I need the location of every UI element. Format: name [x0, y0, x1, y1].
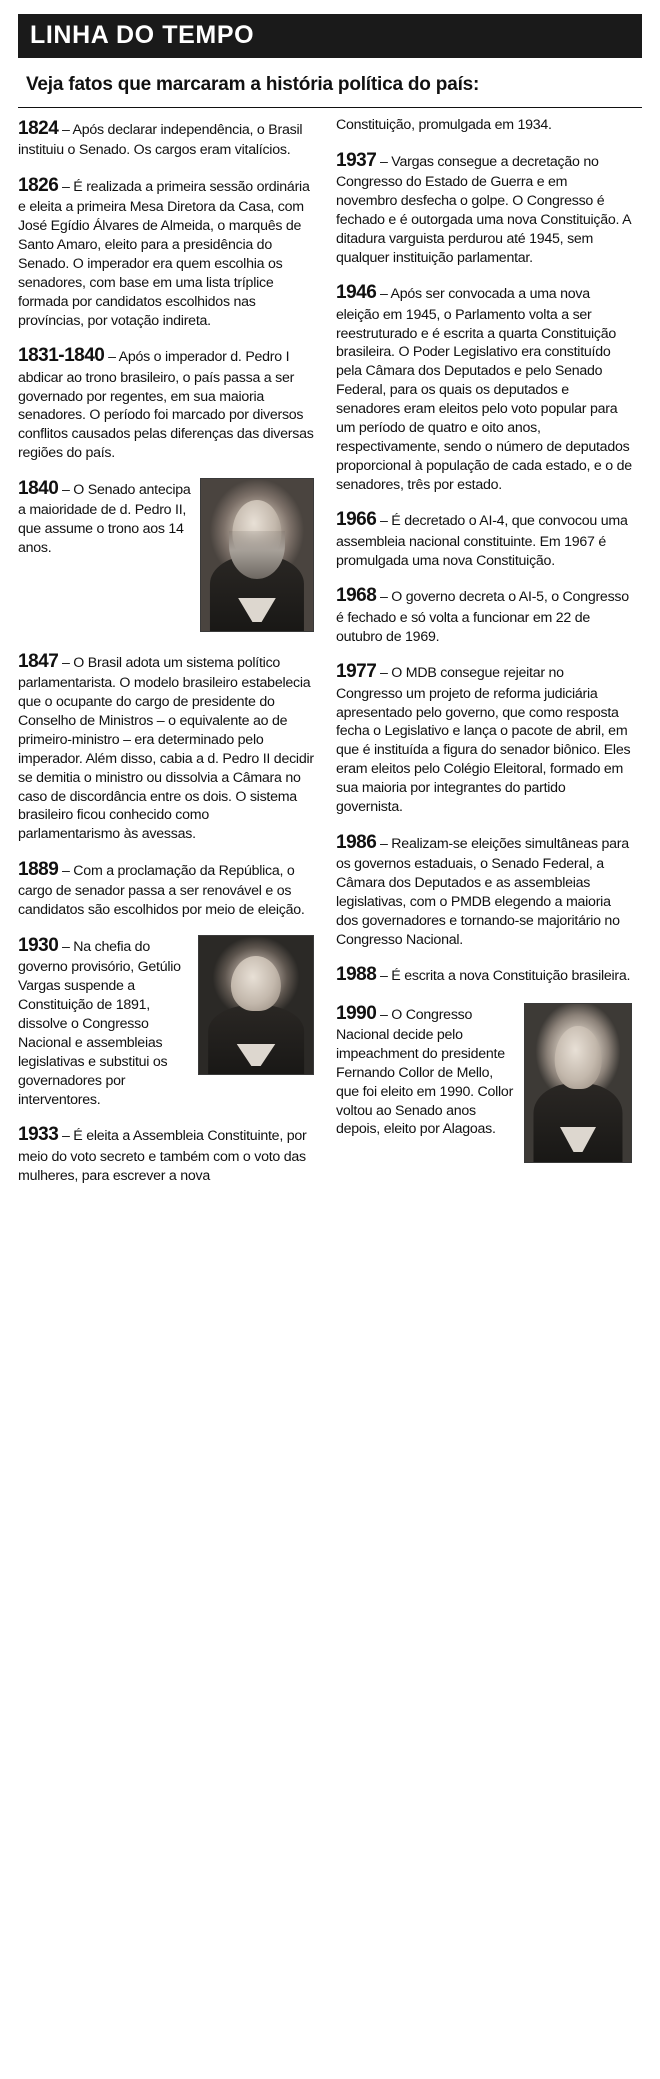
entry-year: 1847	[18, 651, 59, 673]
timeline-entry	[336, 583, 632, 646]
entry-text: – É decretado o AI-4, que convocou uma assembleia nacional constituinte. Em 1967 é promulgada uma nova Constituição.	[336, 513, 628, 569]
continued-paragraph: Constituição, promulgada em 1934.	[336, 116, 552, 133]
entry-text: – É eleita a Assembleia Constituinte, por meio do voto secreto e também com o voto das mulheres, para escrever a nova	[18, 1128, 307, 1184]
timeline-entry	[336, 1001, 632, 1167]
entry-text: – O Brasil adota um sistema político parlamentarista. O modelo brasileiro estabelecia que o ocupante do cargo de presidente do Conselho de Ministros – o equivalente ao de primeiro-ministro – era determinado pelo imperador. Além disso, cabia a d. Pedro II decidir se demitia o ministro ou dissolvia a Câmara no caso de discordância entre os dois. O sistema brasileiro ficou conhecido como parlamentarismo às avessas.	[18, 655, 314, 843]
entry-text: – O Senado antecipa a maioridade de d. Pedro II, que assume o trono aos 14 anos.	[18, 482, 191, 557]
entry-year: 1946	[336, 282, 377, 304]
entry-year: 1937	[336, 149, 377, 171]
entry-text: – Após ser convocada a uma nova eleição em 1945, o Parlamento volta a ser reestruturado e é escrita a quarta Constituição brasileira. O Poder Legislativo era constituído pela Câmara dos Deputados e pelo Senado Federal, para os quais os deputados e senadores eram eleitos pelo voto popular para um período de quatro e oito anos, respectivamente, sendo o número de deputados proporcional à população de cada estado, e o de senadores, três por estado.	[336, 286, 632, 493]
timeline-entry	[336, 830, 632, 950]
page-subtitle: Veja fatos que marcaram a história política do país:	[26, 74, 480, 95]
timeline-column-right	[336, 116, 632, 1180]
entry-text: – Após o imperador d. Pedro I abdicar ao trono brasileiro, o país passa a ser governado por regentes, em sua maioria senadores. O período foi marcado por diversos conflitos causados pelas diferenças das diversas regiões do país.	[18, 349, 314, 462]
entry-year: 1968	[336, 585, 377, 607]
timeline-entry	[18, 343, 314, 463]
entry-year: 1933	[18, 1124, 59, 1146]
entry-year: 1977	[336, 661, 377, 683]
entry-text: – É realizada a primeira sessão ordinária e eleita a primeira Mesa Diretora da Casa, com José Egídio Álvares de Almeida, o marquês de Santo Amaro, eleito para a presidência do Senado. O imperador era quem escolhia os senadores, com base em uma lista tríplice formada por candidatos escolhidos nas províncias, por votação indireta.	[18, 179, 310, 329]
timeline-entry	[18, 933, 314, 1109]
timeline-column-left	[18, 116, 314, 1199]
timeline-entry	[336, 148, 632, 268]
entry-text: – Com a proclamação da República, o cargo de senador passa a ser renovável e os candidatos são escolhidos por meio de eleição.	[18, 863, 305, 919]
timeline-entry	[336, 659, 632, 816]
page-title: LINHA DO TEMPO	[30, 21, 255, 49]
entry-year: 1824	[18, 117, 59, 139]
portrait-head	[555, 1026, 602, 1089]
entry-year: 1889	[18, 859, 59, 881]
page-header-bar	[18, 14, 642, 58]
timeline-entry	[336, 962, 632, 987]
entry-year: 1826	[18, 175, 59, 197]
timeline-columns	[18, 116, 642, 1199]
entry-text: – O MDB consegue rejeitar no Congresso um projeto de reforma judiciária apresentado pelo governo, que como resposta fecha o Legislativo e lança o pacote de abril, em que é instituída a figura do senador biônico. Eles eram eleitos pelo Colégio Eleitoral, formado em sua maioria por integrantes do partido governista.	[336, 665, 631, 815]
timeline-entry	[18, 476, 314, 636]
entry-text: – Na chefia do governo provisório, Getúlio Vargas suspende a Constituição de 1891, dissolve o Congresso Nacional e assembleias legislativas e substitui os governadores por interventores.	[18, 939, 181, 1108]
timeline-entry	[336, 507, 632, 570]
timeline-entry	[18, 173, 314, 330]
entry-year: 1831-1840	[18, 345, 105, 367]
portrait-dom-pedro-ii-image	[200, 478, 314, 632]
header-divider	[18, 107, 642, 108]
entry-text: – Vargas consegue a decretação no Congresso do Estado de Guerra e em novembro desfecha o golpe. O Congresso é fechado e é outorgada uma nova Constituição. A ditadura varguista perdurou até 1945, sem qualquer instituição parlamentar.	[336, 153, 631, 266]
entry-year: 1840	[18, 478, 59, 500]
timeline-entry	[18, 116, 314, 160]
entry-text: – O Congresso Nacional decide pelo impeachment do presidente Fernando Collor de Mello, que foi eleito em 1990. Collor voltou ao Senado anos depois, eleito por Alagoas.	[336, 1006, 514, 1138]
entry-year: 1990	[336, 1002, 377, 1024]
entry-year: 1930	[18, 935, 59, 957]
timeline-entry	[18, 649, 314, 844]
portrait-getulio-vargas-image	[198, 935, 314, 1075]
timeline-entry	[18, 857, 314, 920]
entry-year: 1986	[336, 831, 377, 853]
portrait-fernando-collor-image	[524, 1003, 632, 1163]
entry-text: – Após declarar independência, o Brasil instituiu o Senado. Os cargos eram vitalícios.	[18, 121, 303, 159]
entry-text: – Realizam-se eleições simultâneas para os governos estaduais, o Senado Federal, a Câmara dos Deputados e as assembleias legislativas, com o PMDB elegendo a maioria dos governadores e tornando-se majoritário no Congresso Nacional.	[336, 835, 629, 948]
entry-text: – É escrita a nova Constituição brasileira.	[376, 968, 631, 985]
timeline-entry	[336, 280, 632, 494]
entry-text: – O governo decreta o AI-5, o Congresso é fechado e só volta a funcionar em 22 de outubro de 1969.	[336, 589, 629, 645]
portrait-head	[231, 956, 281, 1011]
timeline-entry	[18, 1122, 314, 1185]
entry-year: 1988	[336, 964, 377, 986]
entry-year: 1966	[336, 509, 377, 531]
